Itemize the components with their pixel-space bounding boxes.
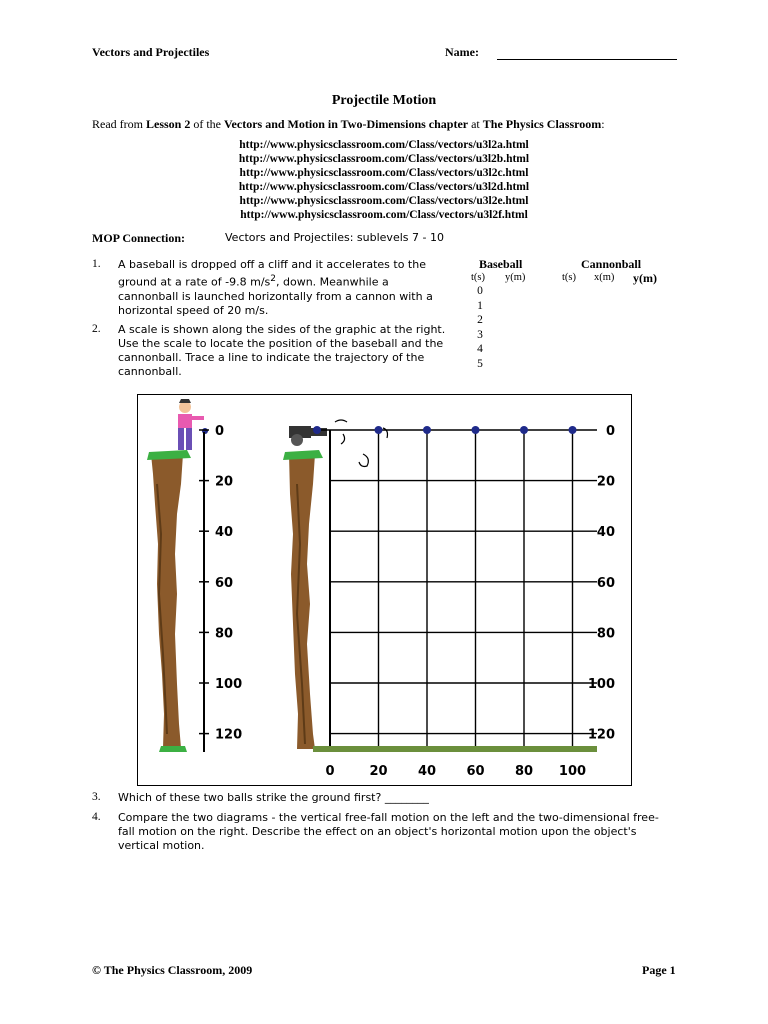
intro-lesson: Lesson 2 — [145, 117, 191, 131]
name-field[interactable] — [497, 45, 677, 60]
ball-marker — [375, 426, 383, 434]
header-left: Vectors and Projectiles — [92, 45, 210, 59]
q1-superscript: 2 — [270, 274, 276, 284]
q1-line: cannonball is launched horizontally from a cannon with a — [118, 289, 433, 303]
url-link[interactable]: http://www.physicsclassroom.com/Class/vectors/u3l2e.html — [239, 195, 529, 207]
ball-marker — [569, 426, 577, 434]
baseball-times — [473, 285, 487, 372]
cannonball-col-t: t(s) — [562, 272, 576, 283]
q2-text — [118, 323, 463, 379]
y-tick-label-right: 100 — [587, 677, 615, 692]
y-tick-label-right: 0 — [605, 424, 615, 439]
intro-part: : — [601, 117, 605, 131]
y-tick-label-right: 20 — [596, 474, 615, 490]
cannonball-col-y: y(m) — [633, 271, 657, 285]
url-link[interactable]: http://www.physicsclassroom.com/Class/vectors/u3l2f.html — [240, 209, 528, 221]
time-value: 3 — [477, 328, 483, 341]
q1-line: A baseball is dropped off a cliff and it accelerates to the — [118, 258, 426, 271]
q1-number: 1. — [92, 258, 101, 270]
x-tick-label: 100 — [558, 764, 587, 779]
time-value: 2 — [477, 314, 483, 326]
intro-chapter: Vectors and Motion in Two-Dimensions chapter — [223, 117, 469, 131]
y-tick-label-right: 80 — [596, 626, 615, 642]
q2-line: Use the scale to locate the position of the baseball and the — [118, 337, 444, 350]
q1-line: horizontal speed of 20 m/s. — [118, 303, 269, 317]
x-tick-label: 20 — [369, 764, 388, 779]
y-tick-label-left: 120 — [215, 727, 243, 743]
y-tick-label-right: 40 — [596, 525, 615, 541]
projectile-diagram — [137, 394, 632, 786]
time-value: 0 — [477, 285, 483, 297]
time-value: 5 — [477, 357, 483, 370]
baseball-col-t: t(s) — [471, 272, 485, 283]
q2-line: cannonball. Trace a line to indicate the trajectory of the — [118, 351, 425, 364]
footer-page: Page 1 — [642, 963, 676, 977]
q4-line: vertical motion. — [118, 839, 205, 852]
x-tick-label: 80 — [514, 764, 534, 779]
y-tick-label-left: 40 — [215, 525, 234, 541]
q1-line — [118, 272, 458, 290]
q3-number: 3. — [92, 791, 101, 803]
url-link[interactable]: http://www.physicsclassroom.com/Class/vectors/u3l2d.html — [238, 181, 530, 193]
footer-copyright: © The Physics Classroom, 2009 — [92, 963, 253, 977]
intro-part: Read from — [92, 117, 146, 131]
url-link[interactable]: http://www.physicsclassroom.com/Class/vectors/u3l2c.html — [239, 167, 529, 179]
mop-label: MOP Connection: — [92, 231, 185, 245]
cannonball-col-x: x(m) — [594, 272, 615, 283]
ball-marker — [520, 426, 528, 434]
intro-site: The Physics Classroom — [482, 117, 602, 131]
y-tick-label-right: 60 — [596, 575, 615, 591]
y-tick-label-left: 20 — [215, 474, 234, 490]
q3-text: Which of these two balls strike the ground first? ________ — [118, 791, 429, 804]
baseball-col-y: y(m) — [505, 272, 526, 283]
q4-line: fall motion on the right. Describe the effect on an object's horizontal motion upon the object's — [118, 825, 637, 838]
name-label: Name: — [445, 45, 479, 59]
q4-line: Compare the two diagrams - the vertical free-fall motion on the left and the two-dimensional free- — [118, 811, 659, 824]
x-tick-label: 40 — [417, 764, 437, 779]
page-title: Projectile Motion — [331, 93, 437, 108]
ball-marker — [472, 426, 480, 434]
url-link[interactable]: http://www.physicsclassroom.com/Class/vectors/u3l2b.html — [238, 153, 530, 165]
q4-text — [118, 811, 678, 853]
q1-line-part: ground at a rate of -9.8 m/s — [118, 275, 271, 289]
mop-value: Vectors and Projectiles: sublevels 7 - 10 — [225, 231, 444, 244]
cannonball-title: Cannonball — [581, 257, 642, 271]
url-list — [0, 138, 768, 222]
y-tick-label-left: 80 — [215, 626, 234, 642]
x-tick-label: 60 — [466, 764, 485, 779]
intro-text — [92, 117, 692, 132]
q2-line: cannonball. — [118, 365, 182, 378]
time-value: 4 — [477, 343, 483, 355]
q4-number: 4. — [92, 811, 101, 823]
y-tick-label-left: 0 — [215, 424, 225, 439]
intro-part: of the — [190, 117, 224, 131]
y-tick-label-left: 100 — [215, 677, 243, 692]
q1-line-part: , down. Meanwhile a — [276, 275, 389, 289]
q2-number: 2. — [92, 323, 101, 335]
y-tick-label-right: 120 — [587, 727, 615, 743]
url-link[interactable]: http://www.physicsclassroom.com/Class/vectors/u3l2a.html — [239, 139, 529, 151]
time-value: 1 — [477, 299, 483, 312]
x-tick-label: 0 — [325, 764, 335, 779]
intro-part: at — [468, 117, 483, 131]
q1-text — [118, 258, 458, 318]
ground-strip — [313, 746, 597, 752]
q2-line: A scale is shown along the sides of the graphic at the right. — [118, 323, 446, 336]
baseball-title: Baseball — [479, 257, 523, 271]
y-tick-label-left: 60 — [215, 575, 234, 591]
ball-marker — [313, 426, 321, 434]
ball-marker — [423, 426, 431, 434]
